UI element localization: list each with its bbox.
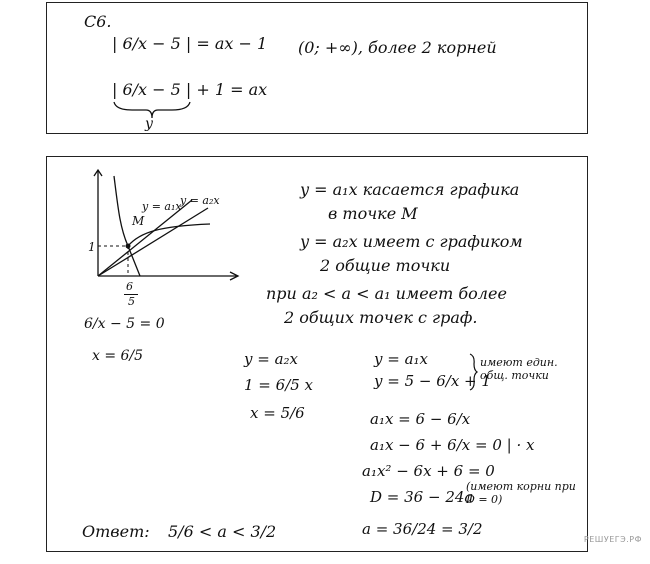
mid-calc-line-1: y = a₂x (244, 350, 298, 368)
right-calc-line-3: a₁x = 6 − 6/x (370, 410, 471, 428)
brace-note: имеют един. общ. точки (480, 356, 558, 382)
y-tick-label: 1 (88, 240, 96, 254)
x-tick-denominator: 5 (128, 295, 135, 308)
right-calc-line-4: a₁x − 6 + 6/x = 0 | · x (370, 436, 535, 454)
tangent-label: y = a₁x (142, 200, 182, 213)
right-calc-line-6: D = 36 − 24a (370, 488, 474, 506)
equation-two: | 6/x − 5 | + 1 = ax (112, 80, 268, 99)
right-calc-line-2: y = 5 − 6/x + 1 (374, 372, 491, 390)
problem-label: C6. (84, 12, 112, 31)
second-line-label: y = a₂x (180, 194, 220, 207)
answer-label: Ответ: (82, 522, 150, 541)
right-calc-line-1: y = a₁x (374, 350, 428, 368)
function-graph (80, 168, 240, 298)
x-tick-numerator: 6 (126, 280, 133, 293)
equation-one: | 6/x − 5 | = ax − 1 (112, 34, 268, 53)
line-a2 (98, 208, 208, 276)
point-m-label: M (132, 214, 145, 228)
right-calc-line-5: a₁x² − 6x + 6 = 0 (362, 462, 495, 480)
zero-equation: 6/x − 5 = 0 (84, 316, 165, 332)
note-line-3: y = a₂x имеет с графиком (300, 232, 523, 251)
discriminant-note: (имеют корни при D = 0) (466, 480, 576, 506)
site-watermark: РЕШУЕГЭ.РФ (583, 535, 642, 544)
domain-interval-text: (0; +∞), более 2 корней (298, 38, 497, 57)
note-line-1: y = a₁x касается графика (300, 180, 520, 199)
note-line-6: 2 общих точек с граф. (284, 308, 478, 327)
note-line-2: в точке M (328, 204, 418, 223)
brace-label: y (145, 116, 153, 132)
zero-result: x = 6/5 (92, 348, 144, 364)
mid-calc-line-3: x = 5/6 (250, 404, 305, 422)
answer-value: 5/6 < a < 3/2 (168, 522, 277, 541)
mid-calc-line-2: 1 = 6/5 x (244, 376, 314, 394)
intersection-point (126, 244, 131, 249)
right-calc-line-7: a = 36/24 = 3/2 (362, 520, 483, 538)
system-brace (468, 352, 478, 392)
note-line-4: 2 общие точки (320, 256, 451, 275)
note-line-5: при a₂ < a < a₁ имеет более (266, 284, 507, 303)
